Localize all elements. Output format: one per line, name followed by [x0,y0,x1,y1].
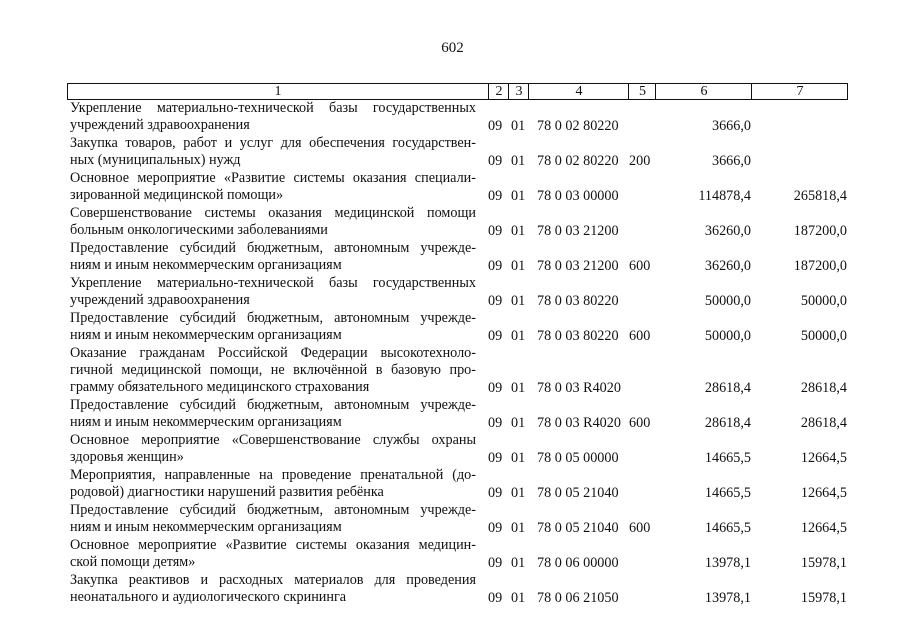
row-description [70,310,476,344]
cell-c3: 01 [511,188,526,204]
cell-c6: 13978,1 [704,555,751,571]
header-col-4: 4 [528,84,629,99]
cell-c2: 09 [488,485,503,501]
cell-c4: 78 0 02 80220 [537,153,619,169]
row-description [70,275,476,309]
cell-c7: 28618,4 [800,415,847,431]
page-number: 602 [441,40,464,56]
cell-c3: 01 [511,555,526,571]
cell-c3: 01 [511,258,526,274]
description-line: ской помощи детям» [70,554,196,570]
cell-c2: 09 [488,293,503,309]
cell-c3: 01 [511,223,526,239]
cell-c7: 12664,5 [800,520,847,536]
cell-c7: 28618,4 [800,380,847,396]
description-line: ниям и иным некоммерческим организациям [70,519,342,535]
header-col-2: 2 [488,84,509,99]
cell-c4: 78 0 05 21040 [537,520,619,536]
cell-c6: 13978,1 [704,590,751,606]
cell-c2: 09 [488,118,503,134]
cell-c3: 01 [511,450,526,466]
table-row [0,345,905,397]
cell-c5: 600 [629,415,651,431]
table-row [0,572,905,607]
description-line: ниям и иным некоммерческим организациям [70,327,342,343]
description-line: учреждений здравоохранения [70,292,250,308]
cell-c4: 78 0 03 21200 [537,223,619,239]
description-line: Предоставление субсидий бюджетным, автономным учрежде- [70,240,476,256]
description-line: больным онкологическими заболеваниями [70,222,328,238]
cell-c7: 265818,4 [793,188,847,204]
table-row [0,170,905,205]
description-line: Укрепление материально-технической базы государственных [70,100,476,116]
cell-c3: 01 [511,328,526,344]
header-col-5: 5 [628,84,656,99]
cell-c3: 01 [511,485,526,501]
cell-c7: 187200,0 [793,223,847,239]
row-description [70,135,476,169]
table-row [0,100,905,135]
description-line: ниям и иным некоммерческим организациям [70,414,342,430]
cell-c7: 15978,1 [800,590,847,606]
table-row [0,397,905,432]
cell-c2: 09 [488,153,503,169]
cell-c6: 50000,0 [704,328,751,344]
row-description [70,502,476,536]
cell-c4: 78 0 02 80220 [537,118,619,134]
row-description [70,397,476,431]
cell-c2: 09 [488,415,503,431]
cell-c7: 12664,5 [800,450,847,466]
cell-c6: 50000,0 [704,293,751,309]
description-line: Закупка товаров, работ и услуг для обеспечения государствен- [70,135,476,151]
description-line: неонатального и аудиологического скрининга [70,589,347,605]
description-line: Мероприятия, направленные на проведение пренатальной (до- [70,467,476,483]
table-body [0,100,905,607]
cell-c3: 01 [511,118,526,134]
description-line: ниям и иным некоммерческим организациям [70,257,342,273]
row-description [70,537,476,571]
table-header [67,83,848,100]
row-description [70,467,476,501]
cell-c5: 600 [629,258,651,274]
cell-c3: 01 [511,380,526,396]
cell-c3: 01 [511,520,526,536]
cell-c6: 14665,5 [704,520,751,536]
cell-c4: 78 0 06 21050 [537,590,619,606]
cell-c7: 50000,0 [800,293,847,309]
row-description [70,100,476,134]
table-row [0,537,905,572]
cell-c2: 09 [488,258,503,274]
description-line: Предоставление субсидий бюджетным, автономным учрежде- [70,310,476,326]
description-line: Закупка реактивов и расходных материалов для проведения [70,572,476,588]
header-col-7: 7 [751,84,848,99]
description-line: Совершенствование системы оказания медицинской помощи [70,205,476,221]
cell-c4: 78 0 03 R4020 [537,415,621,431]
description-line: Укрепление материально-технической базы государственных [70,275,476,291]
description-line: гичной медицинской помощи, не включённой в базовую про- [70,362,476,378]
row-description [70,170,476,204]
table-row [0,240,905,275]
cell-c4: 78 0 06 00000 [537,555,619,571]
cell-c6: 14665,5 [704,485,751,501]
cell-c2: 09 [488,380,503,396]
cell-c4: 78 0 05 21040 [537,485,619,501]
cell-c7: 187200,0 [793,258,847,274]
cell-c4: 78 0 03 80220 [537,328,619,344]
cell-c4: 78 0 05 00000 [537,450,619,466]
cell-c2: 09 [488,450,503,466]
cell-c2: 09 [488,520,503,536]
cell-c2: 09 [488,223,503,239]
cell-c6: 3666,0 [711,118,751,134]
cell-c7: 12664,5 [800,485,847,501]
description-line: грамму обязательного медицинского страхования [70,379,370,395]
cell-c5: 600 [629,328,651,344]
description-line: Предоставление субсидий бюджетным, автономным учрежде- [70,502,476,518]
cell-c6: 28618,4 [704,415,751,431]
cell-c6: 36260,0 [704,258,751,274]
header-col-1: 1 [274,84,282,99]
cell-c6: 28618,4 [704,380,751,396]
cell-c3: 01 [511,293,526,309]
row-description [70,345,476,396]
cell-c2: 09 [488,555,503,571]
table-row [0,502,905,537]
header-col-3: 3 [508,84,529,99]
cell-c3: 01 [511,415,526,431]
description-line: Оказание гражданам Российской Федерации высокотехноло- [70,345,476,361]
cell-c3: 01 [511,590,526,606]
cell-c2: 09 [488,188,503,204]
table-row [0,467,905,502]
description-line: здоровья женщин» [70,449,184,465]
row-description [70,205,476,239]
cell-c5: 200 [629,153,651,169]
cell-c5: 600 [629,520,651,536]
description-line: зированной медицинской помощи» [70,187,284,203]
cell-c6: 114878,4 [698,188,751,204]
cell-c4: 78 0 03 80220 [537,293,619,309]
cell-c2: 09 [488,328,503,344]
row-description [70,572,476,606]
description-line: Основное мероприятие «Развитие системы оказания медицин- [70,537,476,553]
cell-c6: 36260,0 [704,223,751,239]
cell-c4: 78 0 03 21200 [537,258,619,274]
cell-c6: 14665,5 [704,450,751,466]
cell-c7: 15978,1 [800,555,847,571]
row-description [70,240,476,274]
table-row [0,275,905,310]
description-line: ных (муниципальных) нужд [70,152,241,168]
table-row [0,205,905,240]
cell-c4: 78 0 03 00000 [537,188,619,204]
description-line: родовой) диагностики нарушений развития ребёнка [70,484,384,500]
cell-c3: 01 [511,153,526,169]
table-row [0,310,905,345]
cell-c4: 78 0 03 R4020 [537,380,621,396]
description-line: Основное мероприятие «Развитие системы оказания специали- [70,170,476,186]
row-description [70,432,476,466]
table-row [0,432,905,467]
header-col-6: 6 [655,84,752,99]
cell-c6: 3666,0 [711,153,751,169]
cell-c7: 50000,0 [800,328,847,344]
table-row [0,135,905,170]
description-line: Основное мероприятие «Совершенствование службы охраны [70,432,476,448]
description-line: Предоставление субсидий бюджетным, автономным учрежде- [70,397,476,413]
description-line: учреждений здравоохранения [70,117,250,133]
cell-c2: 09 [488,590,503,606]
